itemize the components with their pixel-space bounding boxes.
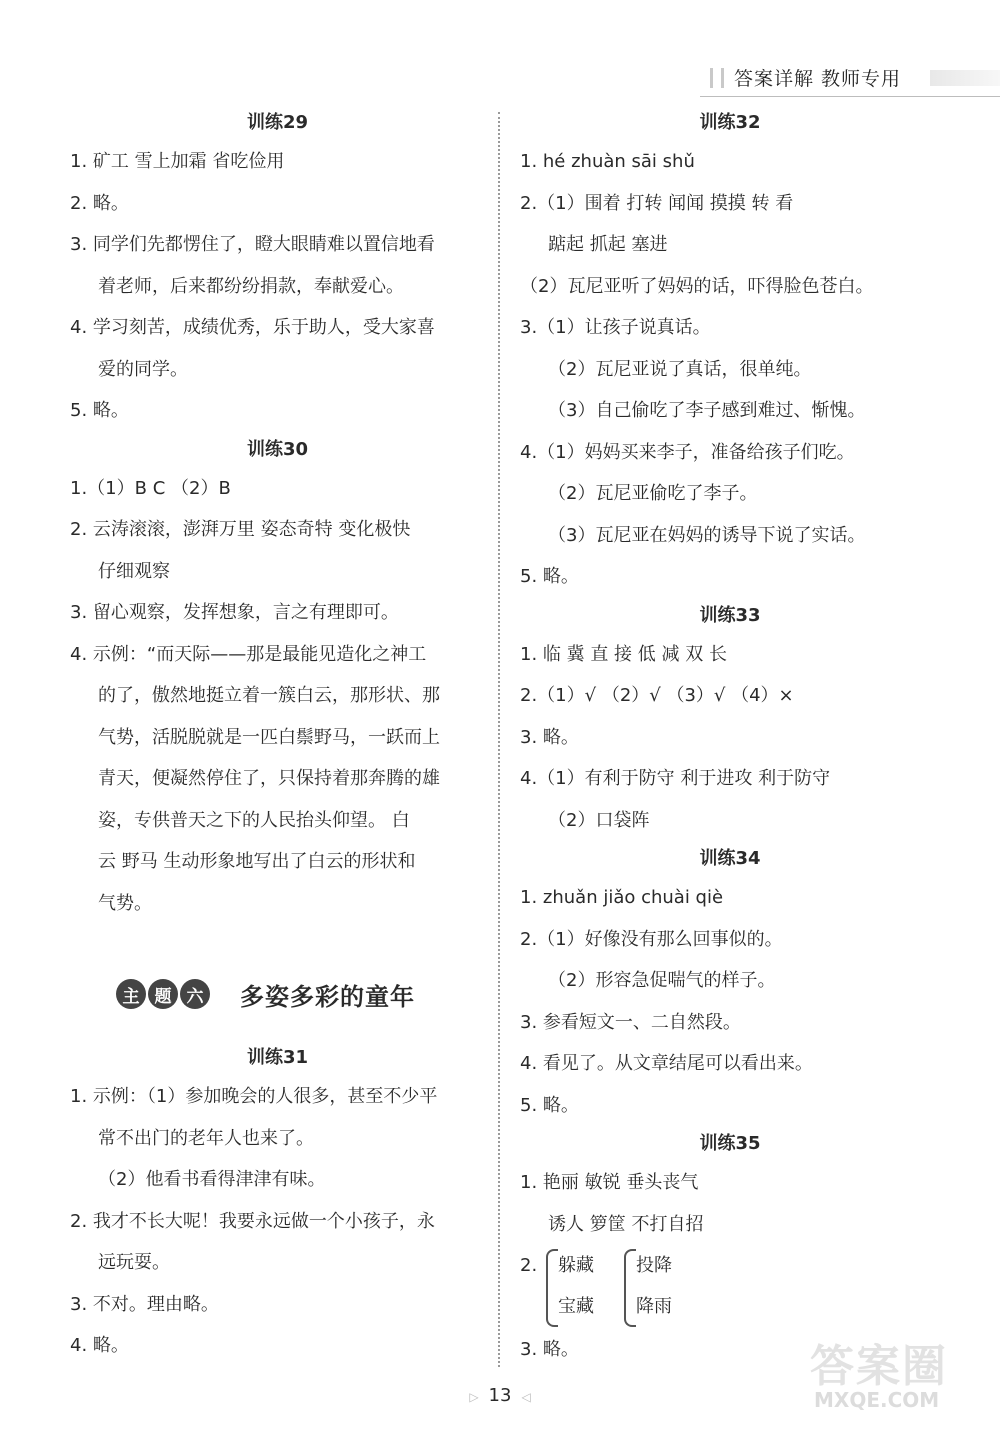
theme-title: 多姿多彩的童年 — [240, 982, 415, 1011]
section-title-t31: 训练31 — [246, 1047, 309, 1068]
section-title-t33: 训练33 — [699, 604, 761, 626]
answer-line: （3）自己偷吃了李子感到难过、惭愧。 — [548, 400, 866, 421]
answer-line: 2.（1）好像没有那么回事似的。 — [520, 928, 783, 950]
section-title-t35: 训练35 — [699, 1133, 761, 1154]
answer-line: 5. 略。 — [520, 566, 579, 587]
answer-line: 2.（1）√ （2）√ （3）√ （4）× — [520, 685, 794, 706]
theme-badge-char: 题 — [148, 979, 178, 1009]
question-number: 2. — [520, 1255, 538, 1276]
answer-line: 2. 云涛滚滚，澎湃万里 姿态奇特 变化极快 — [70, 519, 411, 540]
answer-line: （2）瓦尼亚说了真话，很单纯。 — [548, 358, 812, 380]
answer-line: （2）口袋阵 — [548, 809, 650, 831]
theme-badge — [116, 979, 212, 1009]
left-brace-icon — [546, 1249, 558, 1327]
answer-line: 常不出门的老年人也来了。 — [98, 1127, 314, 1149]
answer-line: 气势。 — [98, 892, 152, 914]
answer-line: 1. 示例：（1）参加晚会的人很多，甚至不少平 — [70, 1086, 438, 1107]
brace-answer-block — [520, 1245, 940, 1329]
page-number: 13 — [488, 1385, 512, 1406]
watermark-text: 答案圈 — [810, 1341, 948, 1392]
answer-line: 云 野马 生动形象地写出了白云的形状和 — [98, 851, 416, 872]
answer-line: 5. 略。 — [520, 1094, 579, 1116]
answer-line: 2.（1）围着 打转 闻闻 摸摸 转 看 — [520, 192, 794, 214]
answer-line: 仔细观察 — [98, 560, 170, 582]
header-title: 答案详解 教师专用 — [734, 68, 902, 90]
answer-line: 4. 略。 — [70, 1335, 129, 1356]
answer-line: 姿，专供普天之下的人民抬头仰望。 白 — [98, 809, 410, 831]
answer-line: 4. 看见了。从文章结尾可以看出来。 — [520, 1053, 813, 1074]
answer-line: 4.（1）妈妈买来李子，准备给孩子们吃。 — [520, 441, 855, 463]
answer-line: 3.（1）让孩子说真话。 — [520, 317, 711, 338]
page-header — [700, 62, 1000, 97]
answer-line: 的了，傲然地挺立着一簇白云，那形状、那 — [98, 685, 440, 706]
header-tail-decoration — [930, 70, 1000, 86]
answer-line: 气势，活脱脱就是一匹白鬃野马，一跃而上 — [98, 726, 440, 748]
right-column — [520, 105, 940, 1371]
brace-item: 躲藏 — [558, 1255, 594, 1276]
theme-heading — [70, 948, 485, 1040]
watermark-url: MXQE.COM — [814, 1388, 940, 1412]
answer-line: 3. 留心观察，发挥想象，言之有理即可。 — [70, 602, 399, 623]
section-title-t30: 训练30 — [246, 438, 309, 460]
answer-line: 1. 矿工 雪上加霜 省吃俭用 — [70, 151, 285, 172]
answer-line: （2）瓦尼亚听了妈妈的话，吓得脸色苍白。 — [520, 275, 874, 297]
answer-line: 1. 临 冀 直 接 低 减 双 长 — [520, 643, 727, 665]
column-divider — [498, 112, 500, 1367]
answer-line: 远玩耍。 — [98, 1252, 170, 1273]
answer-line: 3. 不对。理由略。 — [70, 1293, 219, 1315]
brace-item: 宝藏 — [558, 1296, 594, 1317]
section-title-t34: 训练34 — [699, 848, 761, 869]
answer-line: 4. 学习刻苦，成绩优秀，乐于助人，受大家喜 — [70, 317, 435, 338]
section-title-t29: 训练29 — [246, 112, 309, 133]
answer-line: 5. 略。 — [70, 400, 129, 421]
left-triangle-icon: ◁ — [521, 1390, 531, 1404]
answer-line: 3. 略。 — [520, 726, 579, 748]
answer-line: 1. zhuǎn jiǎo chuài qiè — [520, 887, 724, 908]
theme-badge-char: 主 — [116, 979, 146, 1009]
answer-line: 着老师，后来都纷纷捐款，奉献爱心。 — [98, 275, 404, 297]
answer-line: 3. 略。 — [520, 1339, 579, 1360]
answer-line: 4. 示例：“而天际——那是最能见造化之神工 — [70, 643, 427, 665]
answer-line: 4.（1）有利于防守 利于进攻 利于防守 — [520, 768, 831, 789]
right-triangle-icon: ▷ — [469, 1390, 479, 1404]
answer-line: 3. 参看短文一、二自然段。 — [520, 1011, 741, 1033]
header-bars-decoration — [710, 68, 724, 88]
answer-line: 1. 艳丽 敏锐 垂头丧气 — [520, 1172, 699, 1193]
answer-line: 1. hé zhuàn sāi shǔ — [520, 151, 695, 172]
answer-line: 青天，便凝然停住了，只保持着那奔腾的雄 — [98, 768, 440, 789]
answer-line: （2）他看书看得津津有味。 — [98, 1169, 326, 1190]
answer-line: 诱人 箩筐 不打自招 — [548, 1213, 704, 1235]
theme-badge-char: 六 — [180, 979, 210, 1009]
answer-line: （3）瓦尼亚在妈妈的诱导下说了实话。 — [548, 524, 866, 546]
answer-line: 踮起 抓起 塞进 — [548, 234, 668, 255]
brace-item: 降雨 — [636, 1296, 672, 1317]
brace-item: 投降 — [636, 1255, 672, 1276]
answer-line: 2. 略。 — [70, 192, 129, 214]
left-brace-icon — [624, 1249, 636, 1327]
answer-line: （2）形容急促喘气的样子。 — [548, 970, 776, 991]
watermark-logo — [800, 1330, 995, 1420]
answer-line: 2. 我才不长大呢！我要永远做一个小孩子，永 — [70, 1210, 435, 1232]
left-column — [70, 105, 485, 1367]
answer-line: 1.（1）B C （2）B — [70, 477, 231, 499]
answer-line: 3. 同学们先都愣住了，瞪大眼睛难以置信地看 — [70, 234, 435, 255]
answer-line: 爱的同学。 — [98, 358, 188, 380]
section-title-t32: 训练32 — [699, 112, 761, 133]
answer-line: （2）瓦尼亚偷吃了李子。 — [548, 483, 758, 504]
